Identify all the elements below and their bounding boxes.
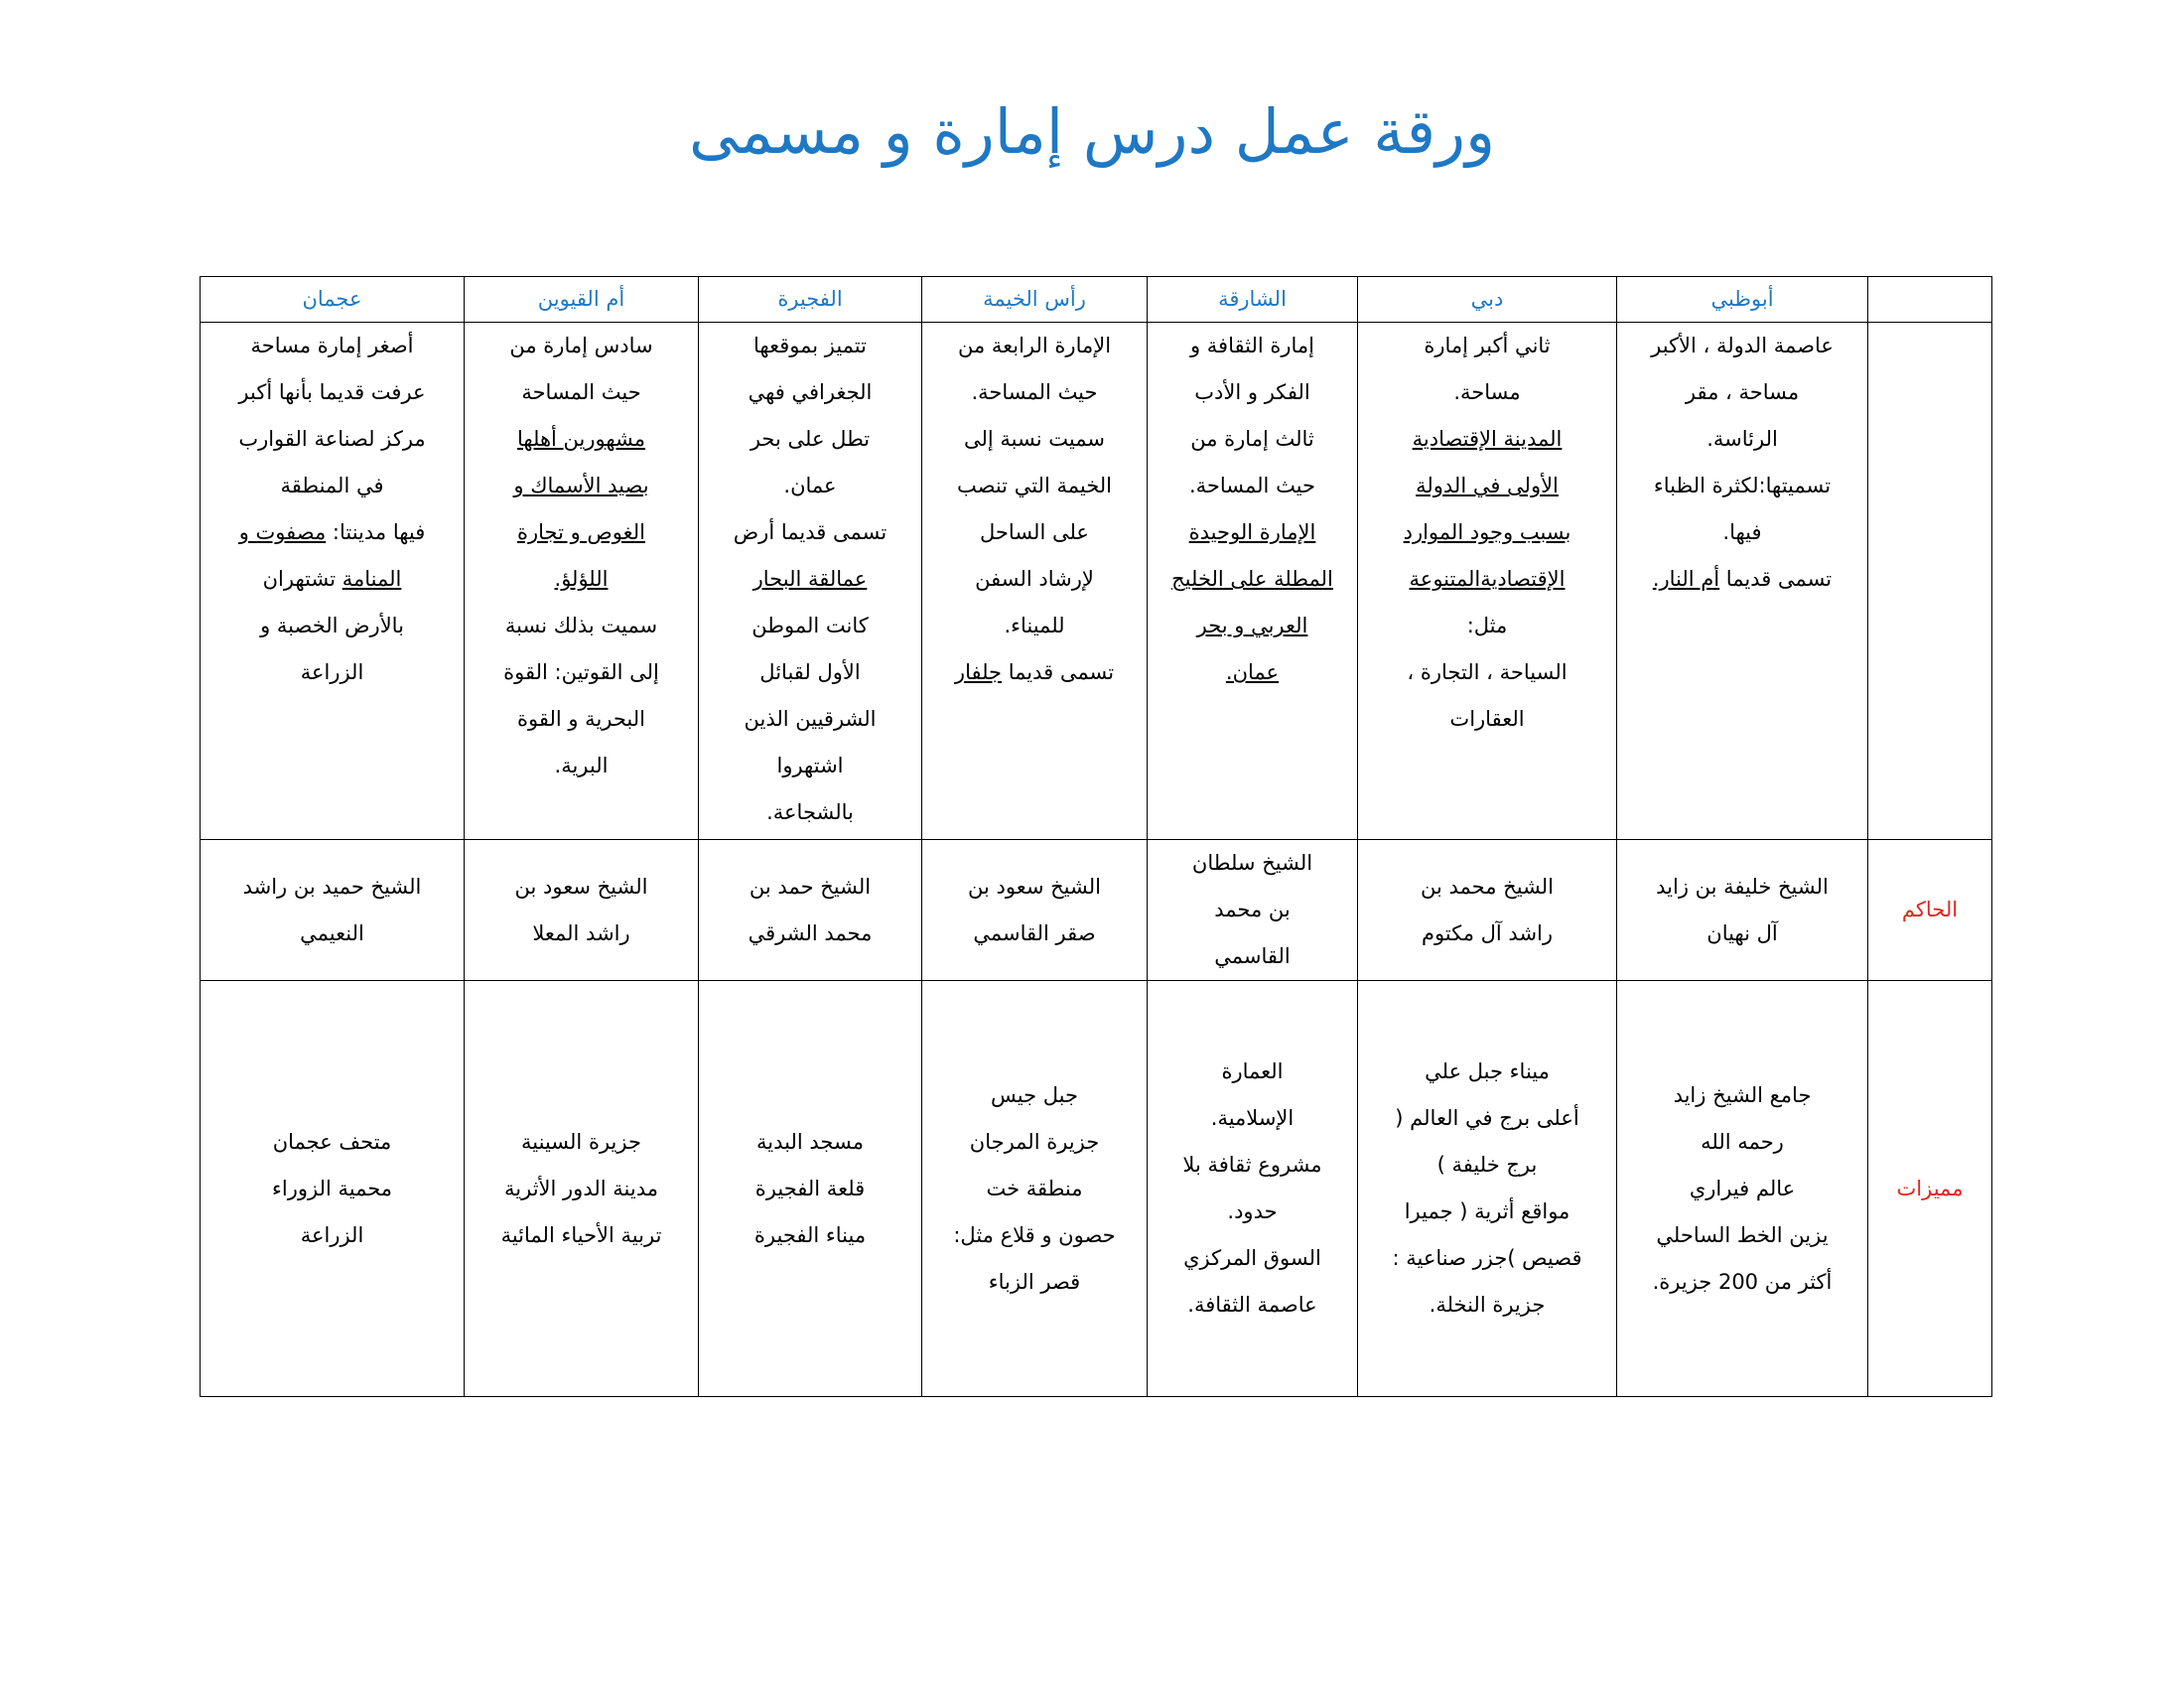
info-ajman [201, 323, 465, 840]
underlined-text: عمان. [1225, 660, 1280, 684]
text-line [471, 509, 692, 556]
text-line: ميناء جبل علي [1425, 1059, 1550, 1083]
features-abudhabi [1617, 981, 1868, 1397]
text-line: يزين الخط الساحلي [1656, 1222, 1829, 1247]
text-line: بالأرض الخصبة و [260, 614, 404, 637]
text-line: جبل جيس [991, 1082, 1078, 1107]
text-line: أكثر من 200 جزيرة. [1652, 1269, 1833, 1294]
underlined-text: اللؤلؤ. [554, 567, 609, 591]
text-line: كانت الموطن [751, 614, 869, 637]
text-line: حيث المساحة. [1188, 474, 1316, 497]
text-line [928, 649, 1141, 696]
text-line: النعيمي [300, 920, 364, 945]
underlined-text: مصفوت و [238, 520, 327, 544]
text-line: للميناء. [1004, 614, 1065, 637]
text-line: عمان. [783, 474, 837, 497]
text-line: مساحة. [1453, 380, 1521, 404]
text-line [206, 509, 458, 556]
text-line [471, 556, 692, 603]
text-line: الشيخ محمد بن [1420, 874, 1554, 899]
underlined-text: مشهورين أهلها [516, 427, 646, 451]
text-segment: تشتهران [262, 567, 342, 591]
header-rak: رأس الخيمة [922, 277, 1148, 323]
text-line: سميت بذلك نسبة [504, 614, 658, 637]
info-dubai [1358, 323, 1617, 840]
text-line: حيث المساحة [521, 380, 641, 404]
text-line: إلى القوتين: القوة [503, 660, 659, 684]
text-line: الرئاسة. [1706, 427, 1778, 451]
features-sharjah [1148, 981, 1358, 1397]
text-line: بالشجاعة. [766, 800, 854, 824]
underlined-text: الإقتصاديةالمتنوعة [1409, 567, 1566, 591]
ruler-ajman [201, 840, 465, 981]
ruler-dubai [1358, 840, 1617, 981]
header-ajman: عجمان [201, 277, 465, 323]
features-label: مميزات [1868, 981, 1992, 1397]
text-line: عاصمة الدولة ، الأكبر [1651, 334, 1834, 357]
text-line: جزيرة السينية [521, 1129, 641, 1154]
text-line: القاسمي [1214, 944, 1291, 968]
text-line: ثالث إمارة من [1190, 427, 1314, 451]
text-line: تسميتها:لكثرة الظباء [1653, 474, 1832, 497]
text-line: الزراعة [300, 660, 364, 684]
text-line: متحف عجمان [272, 1129, 392, 1154]
text-line [206, 556, 458, 603]
text-line: راشد المعلا [532, 920, 630, 945]
text-line: برج خليفة ) [1436, 1153, 1538, 1177]
text-line: أعلى برج في العالم ( [1395, 1106, 1579, 1130]
features-uaq [465, 981, 699, 1397]
text-segment: تسمى قديما [1002, 660, 1115, 684]
header-uaq: أم القيوين [465, 277, 699, 323]
info-fujairah [699, 323, 922, 840]
text-line: عرفت قديما بأنها أكبر [238, 380, 426, 404]
text-line [1154, 649, 1351, 696]
text-line: قصيص )جزر صناعية : [1392, 1246, 1582, 1270]
text-line: الشرقيين الذين [744, 707, 877, 731]
underlined-text: المنامة [341, 567, 402, 591]
text-line: حصون و قلاع مثل: [953, 1222, 1116, 1247]
text-line: أصغر إمارة مساحة [250, 334, 414, 357]
text-line: الجغرافي فهي [748, 380, 873, 404]
text-line: الشيخ سعود بن [968, 874, 1101, 899]
text-line: مشروع ثقافة بلا [1182, 1153, 1322, 1177]
text-line: الشيخ سلطان [1191, 851, 1313, 875]
text-line: مسجد البدية [756, 1129, 864, 1154]
text-line: السوق المركزي [1183, 1246, 1321, 1270]
text-line: مثل: [1466, 614, 1508, 637]
underlined-text: بصيد الأسماك و [513, 474, 649, 497]
text-line: العقارات [1449, 707, 1525, 731]
ruler-row [201, 840, 1992, 981]
text-line: الأول لقبائل [759, 660, 861, 684]
info-row [201, 323, 1992, 840]
header-sharjah: الشارقة [1148, 277, 1358, 323]
page-title: ورقة عمل درس إمارة و مسمى [688, 95, 1496, 168]
underlined-text: المدينة الإقتصادية [1412, 427, 1563, 451]
text-line: فيها. [1722, 520, 1762, 544]
text-line: محمد الشرقي [748, 920, 873, 945]
ruler-label: الحاكم [1868, 840, 1992, 981]
text-line: قلعة الفجيرة [754, 1176, 866, 1200]
underlined-text: عمالقة البحار [752, 567, 868, 591]
text-line [1154, 556, 1351, 603]
text-line [1154, 509, 1351, 556]
text-line: حدود. [1227, 1199, 1278, 1223]
text-line: سادس إمارة من [509, 334, 653, 357]
text-line: آل نهيان [1706, 920, 1778, 945]
text-line [471, 416, 692, 463]
text-line: عالم فيراري [1689, 1176, 1796, 1200]
text-line [1364, 509, 1610, 556]
features-row [201, 981, 1992, 1397]
text-line: ميناء الفجيرة [753, 1222, 867, 1247]
features-fujairah [699, 981, 922, 1397]
text-line: ثاني أكبر إمارة [1424, 334, 1551, 357]
text-line: على الساحل [980, 520, 1089, 544]
text-line: مواقع أثرية ( جميرا [1404, 1199, 1570, 1223]
text-line: الإسلامية. [1210, 1106, 1295, 1130]
text-line: الشيخ خليفة بن زايد [1656, 874, 1829, 899]
text-line: العمارة [1221, 1059, 1284, 1083]
features-rak [922, 981, 1148, 1397]
underlined-text: العربي و بحر [1196, 614, 1308, 637]
text-line: عاصمة الثقافة. [1187, 1293, 1317, 1317]
header-abudhabi: أبوظبي [1617, 277, 1868, 323]
text-line: محمية الزوراء [271, 1176, 393, 1200]
text-line: البحرية و القوة [516, 707, 645, 731]
info-sharjah [1148, 323, 1358, 840]
emirates-table [200, 276, 1992, 1397]
text-line: تربية الأحياء المائية [500, 1222, 662, 1247]
text-line: في المنطقة [280, 474, 384, 497]
text-line: تسمى قديما أرض [733, 520, 887, 544]
features-dubai [1358, 981, 1617, 1397]
text-line: تتميز بموقعها [752, 334, 867, 357]
text-line: منطقة خت [986, 1176, 1083, 1200]
text-line: مساحة ، مقر [1685, 380, 1800, 404]
text-line [1364, 556, 1610, 603]
underlined-text: الأولى في الدولة [1416, 474, 1559, 497]
text-line: جزيرة النخلة. [1429, 1293, 1546, 1317]
text-segment: فيها مدينتا: [326, 520, 426, 544]
info-rak [922, 323, 1148, 840]
info-uaq [465, 323, 699, 840]
text-line: جزيرة المرجان [969, 1129, 1100, 1154]
text-line [471, 463, 692, 509]
ruler-abudhabi [1617, 840, 1868, 981]
underlined-text: الغوص و تجارة [516, 520, 646, 544]
corner-cell [1868, 277, 1992, 323]
text-line [705, 556, 915, 603]
text-line: الفكر و الأدب [1194, 380, 1310, 404]
text-line: اشتهروا [776, 754, 844, 777]
header-dubai: دبي [1358, 277, 1617, 323]
header-row [201, 277, 1992, 323]
text-line: حيث المساحة. [971, 380, 1098, 404]
text-line: سميت نسبة إلى [964, 427, 1105, 451]
ruler-fujairah [699, 840, 922, 981]
text-line: راشد آل مكتوم [1421, 920, 1554, 945]
text-line: الإمارة الرابعة من [957, 334, 1112, 357]
text-line: بن محمد [1214, 898, 1291, 921]
underlined-text: بسبب وجود الموارد [1403, 520, 1571, 544]
ruler-rak [922, 840, 1148, 981]
text-line: البرية. [554, 754, 609, 777]
text-line: جامع الشيخ زايد [1673, 1082, 1812, 1107]
underlined-text: الإمارة الوحيدة [1188, 520, 1316, 544]
underlined-text: أم النار. [1652, 567, 1720, 591]
text-line: قصر الزباء [988, 1269, 1081, 1294]
text-line [1623, 556, 1861, 603]
underlined-text: المطلة على الخليج [1171, 567, 1333, 591]
text-line: الخيمة التي تنصب [957, 474, 1112, 497]
text-line: صقر القاسمي [973, 920, 1096, 945]
text-line [1154, 603, 1351, 649]
ruler-sharjah [1148, 840, 1358, 981]
ruler-uaq [465, 840, 699, 981]
info-abudhabi [1617, 323, 1868, 840]
text-segment: تسمى قديما [1719, 567, 1833, 591]
text-line: مدينة الدور الأثرية [504, 1176, 658, 1200]
features-ajman [201, 981, 465, 1397]
text-line: تطل على بحر [750, 427, 871, 451]
text-line: مركز لصناعة القوارب [238, 427, 426, 451]
text-line: الشيخ سعود بن [514, 874, 648, 899]
text-line [1364, 463, 1610, 509]
text-line: الشيخ حميد بن راشد [242, 874, 422, 899]
text-line: السياحة ، التجارة ، [1407, 660, 1568, 684]
text-line: رحمه الله [1701, 1129, 1784, 1154]
info-label-cell [1868, 323, 1992, 840]
text-line: الزراعة [300, 1222, 364, 1247]
underlined-text: جلفار [954, 660, 1003, 684]
text-line: الشيخ حمد بن [749, 874, 872, 899]
header-fujairah: الفجيرة [699, 277, 922, 323]
text-line: إمارة الثقافة و [1189, 334, 1314, 357]
text-line [1364, 416, 1610, 463]
text-line: لإرشاد السفن [975, 567, 1094, 591]
